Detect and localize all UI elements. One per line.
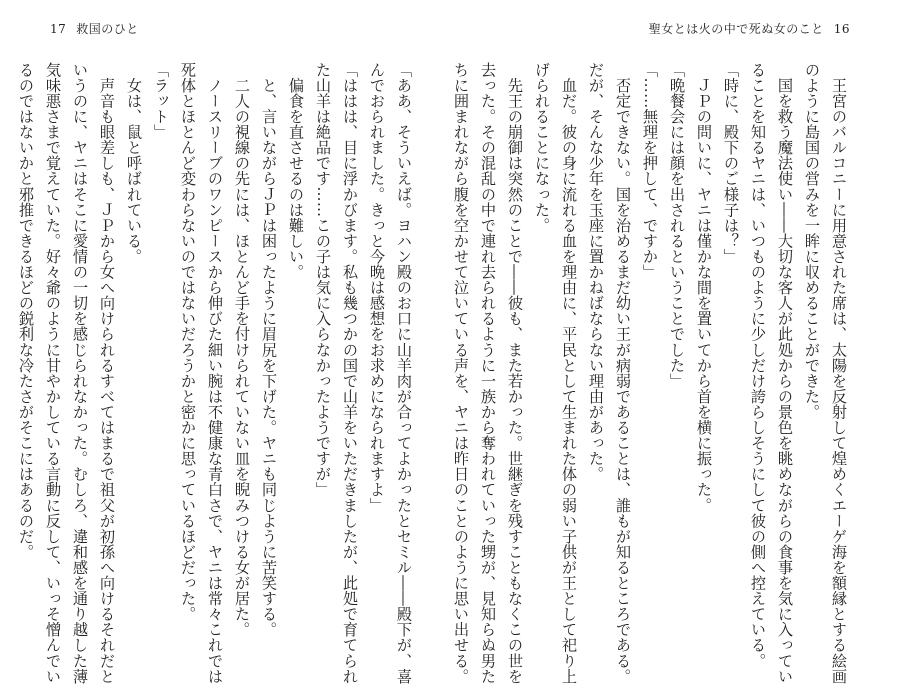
text-line: 先王の崩御は突然のことで――彼も、また若かった。世継ぎを残すこともなくこの世を <box>506 62 524 684</box>
page-number-right: 16 <box>833 22 850 36</box>
text-line: だが、そんな少年を玉座に置かねばならない理由があった。 <box>587 62 605 482</box>
text-line: ＪＰの問いに、ヤニは僅かな間を置いてから首を横に振った。 <box>695 62 713 513</box>
text-line: いうのに、ヤニはそこに愛情の一切を感じられなかった。むしろ、違和感を通り越した薄 <box>71 62 89 684</box>
running-title-right: 聖女とは火の中で死ぬ女のこと <box>648 22 824 36</box>
text-line: んでおられました。きっと今晩は感想をお求めになられますよ」 <box>368 62 386 513</box>
text-line: た山羊は絶品です……この子は気に入らなかったようですが」 <box>314 62 332 498</box>
text-line: 「晩餐会には顔を出されるということでした」 <box>668 62 686 389</box>
text-line: 「ははは、目に浮かびます。私も幾つかの国で山羊をいただきましたが、此処で育てられ <box>341 62 359 684</box>
text-line: 偏食を直させるのは難しい。 <box>287 62 305 280</box>
text-line: 「時に、殿下のご様子は？」 <box>722 62 740 265</box>
text-line: 気味悪さまで覚えていた。好々爺のように甘やかしている言動に反して、いっそ憎んでい <box>44 62 62 684</box>
text-line: 国を救う魔法使い――大切な客人が此処からの景色を眺めながらの食事を気に入ってい <box>776 62 794 684</box>
text-line: 去った。その混乱の中で連れ去られるように一族から奪われていった甥が、見知らぬ男た <box>479 62 497 684</box>
text-line: げられることになった。 <box>533 62 551 234</box>
text-line: 死体とほとんど変わらないのではないだろうかと密かに思っているほどだった。 <box>179 62 197 622</box>
page-number-left: 17 <box>50 22 67 36</box>
text-line: ちに囲まれながら腹を空かせて泣いている声を、ヤニは昨日のことのように思い出せる。 <box>452 62 470 684</box>
text-line: 声音も眼差しも、ＪＰから女へ向けられるすべてはまるで祖父が初孫へ向けるそれだと <box>98 62 116 684</box>
text-line: るのではないかと邪推できるほどの鋭利な冷たさがそこにはあるのだ。 <box>17 62 35 560</box>
text-line: 二人の視線の先には、ほとんど手を付けられていない皿を睨みつける女が居た。 <box>233 62 251 638</box>
right-page <box>450 0 900 684</box>
text-line: 王宮のバルコニーに用意された席は、太陽を反射して煌めくエーゲ海を額縁とする絵画 <box>830 62 848 684</box>
text-line: ることを知るヤニは、いつものように少しだけ誇らしそうにして彼の側へ控えている。 <box>749 62 767 669</box>
text-line: 「……無理を押して、ですか」 <box>641 62 659 280</box>
text-line: のように島国の営みを一眸に収めることができた。 <box>803 62 821 420</box>
body-text-left <box>17 62 417 684</box>
text-line: 女は、鼠と呼ばれている。 <box>125 62 143 265</box>
text-line: 「ラット」 <box>152 62 170 140</box>
text-line: 「ああ、そういえば。ヨハン殿のお口に山羊肉が合ってよかったとセミル――殿下が、喜 <box>395 62 413 684</box>
text-line: と、言いながらＪＰは困ったように眉尻を下げた。ヤニも同じように苦笑する。 <box>260 62 278 638</box>
text-line: 否定できない。国を治めるまだ幼い王が病弱であることは、誰もが知るところである。 <box>614 62 632 684</box>
body-text-right <box>452 62 852 684</box>
running-title-left: 救国のひと <box>76 22 139 36</box>
running-header-right <box>649 20 860 37</box>
text-line: 血だ。彼の身に流れる血を理由に、平民として生まれた体の弱い子供が王として祀り上 <box>560 62 578 684</box>
text-line: ノースリーブのワンピースから伸びた細い腕は不健康な青白さで、ヤニは常々これでは <box>206 62 224 684</box>
running-header-left <box>40 20 139 37</box>
